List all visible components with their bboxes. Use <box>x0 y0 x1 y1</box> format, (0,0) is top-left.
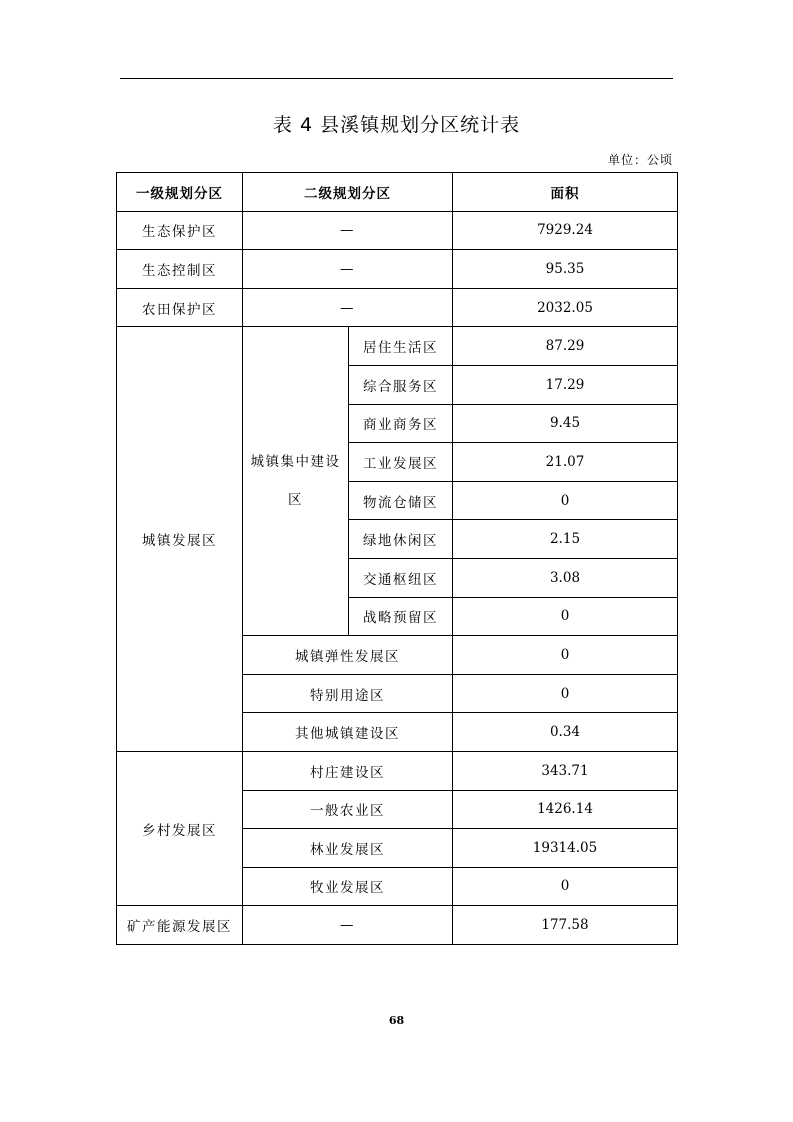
area-cell: 3.08 <box>453 558 678 597</box>
area-cell: 0 <box>453 481 678 520</box>
header-level1: 一级规划分区 <box>117 173 243 212</box>
level1-cell: 生态保护区 <box>117 211 243 250</box>
table-row <box>117 211 678 250</box>
area-cell: 1426.14 <box>453 790 678 829</box>
header-area: 面积 <box>453 173 678 212</box>
table-row <box>117 288 678 327</box>
dash-cell: — <box>243 906 453 945</box>
area-cell: 343.71 <box>453 751 678 790</box>
area-cell: 0 <box>453 867 678 906</box>
dash-cell: — <box>243 288 453 327</box>
level2-cell-concentrated: 城镇集中建设区 <box>243 327 349 636</box>
level2-cell: 城镇弹性发展区 <box>243 636 453 675</box>
table-title: 表 4 县溪镇规划分区统计表 <box>272 114 521 136</box>
level3-cell: 工业发展区 <box>349 443 453 482</box>
area-cell: 9.45 <box>453 404 678 443</box>
level2-cell: 村庄建设区 <box>243 751 453 790</box>
dash-cell: — <box>243 211 453 250</box>
level1-cell: 生态控制区 <box>117 250 243 289</box>
page-number: 68 <box>388 1014 405 1027</box>
level2-cell: 牧业发展区 <box>243 867 453 906</box>
header-rule <box>120 78 673 79</box>
area-cell: 87.29 <box>453 327 678 366</box>
level3-cell: 居住生活区 <box>349 327 453 366</box>
level1-cell-urban: 城镇发展区 <box>117 327 243 752</box>
level3-cell: 商业商务区 <box>349 404 453 443</box>
dash-cell: — <box>243 250 453 289</box>
header-level2: 二级规划分区 <box>243 173 453 212</box>
area-cell: 21.07 <box>453 443 678 482</box>
unit-label: 单位：公顷 <box>607 153 673 167</box>
zoning-statistics-table <box>116 172 678 945</box>
level3-cell: 交通枢纽区 <box>349 558 453 597</box>
area-cell: 2032.05 <box>453 288 678 327</box>
area-cell: 0 <box>453 674 678 713</box>
area-cell: 0 <box>453 597 678 636</box>
level2-cell: 特别用途区 <box>243 674 453 713</box>
level3-cell: 综合服务区 <box>349 365 453 404</box>
level2-cell: 林业发展区 <box>243 829 453 868</box>
level2-cell: 其他城镇建设区 <box>243 713 453 752</box>
table-row <box>117 327 678 366</box>
area-cell: 17.29 <box>453 365 678 404</box>
level3-cell: 绿地休闲区 <box>349 520 453 559</box>
level3-cell: 战略预留区 <box>349 597 453 636</box>
area-cell: 95.35 <box>453 250 678 289</box>
table-row <box>117 751 678 790</box>
area-cell: 0.34 <box>453 713 678 752</box>
level3-cell: 物流仓储区 <box>349 481 453 520</box>
level2-cell: 一般农业区 <box>243 790 453 829</box>
header-row <box>117 173 678 212</box>
area-cell: 0 <box>453 636 678 675</box>
table-row <box>117 250 678 289</box>
area-cell: 177.58 <box>453 906 678 945</box>
level1-cell: 农田保护区 <box>117 288 243 327</box>
level1-cell: 矿产能源发展区 <box>117 906 243 945</box>
table-row <box>117 906 678 945</box>
area-cell: 2.15 <box>453 520 678 559</box>
level1-cell-rural: 乡村发展区 <box>117 751 243 905</box>
area-cell: 19314.05 <box>453 829 678 868</box>
area-cell: 7929.24 <box>453 211 678 250</box>
